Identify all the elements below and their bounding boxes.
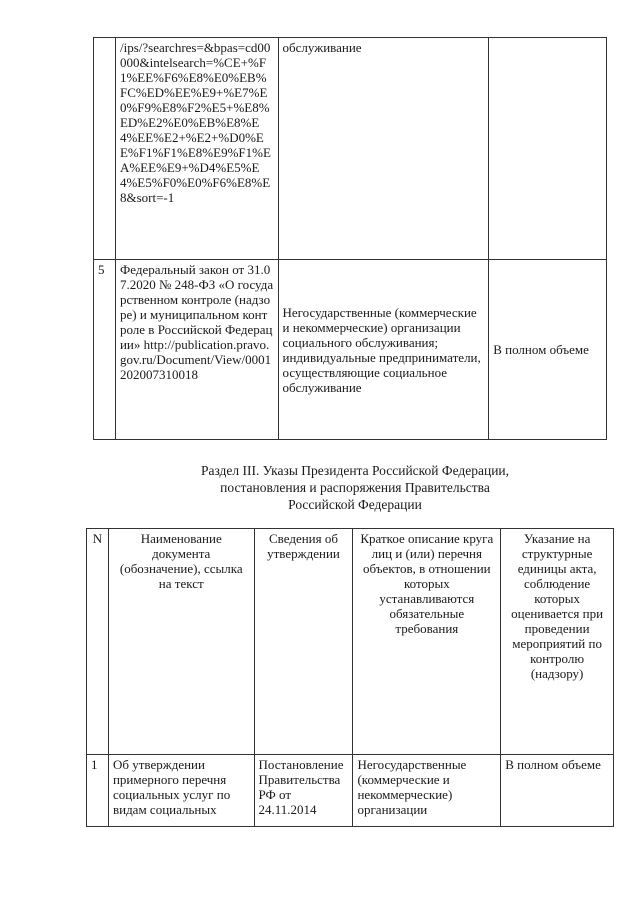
scope-cell: обслуживание <box>278 38 489 260</box>
description-cell: Негосударственные (коммерческие и некоммерческие) организации <box>353 755 501 827</box>
header-units: Указание на структурные единицы акта, соблюдение которых оценивается при проведении мероприятий по контролю (надзору) <box>501 529 614 755</box>
row-number-cell <box>94 38 116 260</box>
extent-cell: В полном объеме <box>489 260 607 440</box>
header-name: Наименование документа (обозначение), ссылка на текст <box>108 529 254 755</box>
section-title-line: постановления и распоряжения Правительства <box>220 480 490 495</box>
row-number-cell: 5 <box>94 260 116 440</box>
table-header-row <box>87 529 614 755</box>
approval-cell: Постановление Правительства РФ от 24.11.2014 <box>254 755 353 827</box>
table-row <box>94 260 607 440</box>
name-cell: Об утверждении примерного перечня социальных услуг по видам социальных <box>108 755 254 827</box>
document-cell <box>115 38 278 260</box>
document-link[interactable]: /ips/?searchres=&bpas=cd00000&intelsearch=%CE+%F1%EE%F6%E8%E0%EB%FC%ED%EE%E9+%E7%E0%F9%E8%F2%E5+%E8%ED%E2%E0%EB%E8%E4%EE%E2+%E2+%D0%EE%F1%F1%E8%E9%F1%EA%EE%E9+%D4%E5%E4%E5%F0%E0%F6%E8%E8&sort=-1 <box>119 40 271 205</box>
units-cell: В полном объеме <box>501 755 614 827</box>
requirements-table-section3 <box>86 528 614 827</box>
header-description: Краткое описание круга лиц и (или) перечня объектов, в отношении которых устанавливаются обязательные требования <box>353 529 501 755</box>
section-title <box>140 462 570 513</box>
section-title-line: Российской Федерации <box>288 497 422 512</box>
extent-cell <box>489 38 607 260</box>
header-num: N <box>87 529 109 755</box>
requirements-table-section2 <box>93 37 607 440</box>
scope-cell: Негосударственные (коммерческие и некоммерческие) организации социального обслуживания; индивидуальные предприниматели, осуществляющие социальное обслуживание <box>278 260 489 440</box>
table-row <box>94 38 607 260</box>
section-title-line: Раздел III. Указы Президента Российской Федерации, <box>200 463 510 478</box>
header-approval: Сведения об утверждении <box>254 529 353 755</box>
table-row <box>87 755 614 827</box>
document-cell: Федеральный закон от 31.07.2020 № 248-ФЗ «О государственном контроле (надзоре) и муниципальном контроле в Российской Федерации» http://publication.pravo.gov.ru/Document/View/0001202007310018 <box>115 260 278 440</box>
row-number-cell: 1 <box>87 755 109 827</box>
